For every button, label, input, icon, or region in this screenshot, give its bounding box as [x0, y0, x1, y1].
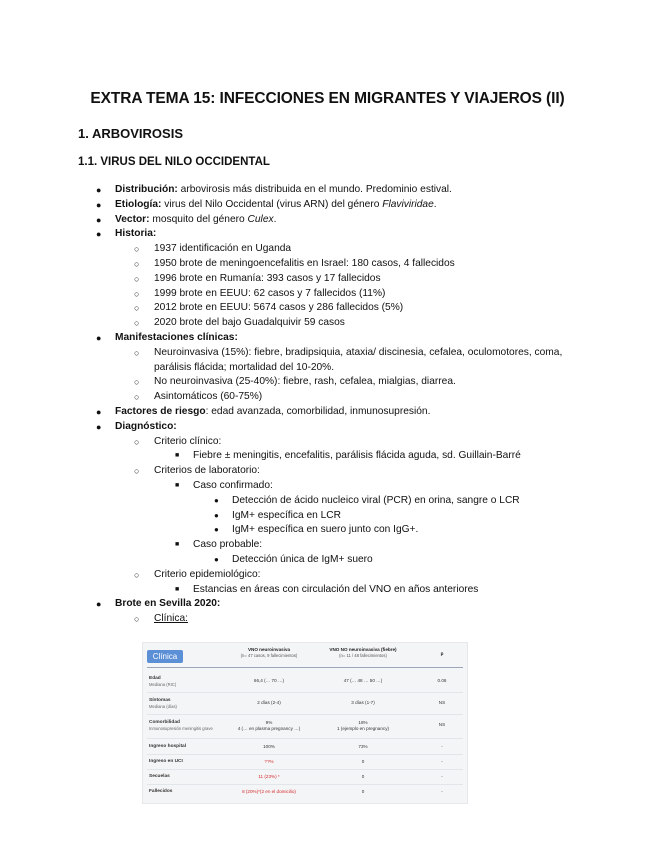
list-item [0, 213, 655, 228]
item-text: 2020 brote del bajo Guadalquivir 59 casos [154, 317, 345, 329]
bullet-icon: ● [96, 332, 102, 343]
subsection-heading-vno: 1.1. VIRUS DEL NILO OCCIDENTAL [78, 156, 270, 168]
item-text: virus del Nilo Occidental (virus ARN) del género [161, 198, 383, 210]
item-label: Distribución: [115, 184, 178, 195]
circle-bullet-icon: ○ [134, 377, 140, 388]
item-text: : edad avanzada, comorbilidad, inmunosupresión. [205, 405, 431, 417]
bullet-icon: ● [214, 495, 219, 505]
list-item [0, 198, 655, 213]
circle-bullet-icon: ○ [134, 318, 140, 329]
item-text: Neuroinvasiva (15%): fiebre, bradipsiquia, ataxia/ discinesia, cefalea, oculomotores, coma, [154, 346, 563, 358]
table-pill-label: Clínica [147, 650, 183, 663]
item-text: 1937 identificación en Uganda [154, 243, 292, 255]
circle-bullet-icon: ○ [134, 614, 140, 625]
page-title: EXTRA TEMA 15: INFECCIONES EN MIGRANTES Y VIAJEROS (II) [90, 90, 565, 107]
item-text: Criterios de laboratorio: [154, 465, 260, 477]
item-label: Vector: [115, 213, 150, 225]
item-text: Caso probable: [193, 539, 263, 551]
item-label: Diagnóstico: [115, 420, 177, 432]
bullet-icon: ● [96, 421, 102, 432]
table-cell: - [441, 759, 443, 764]
table-cell: 8 (20%)*(2 en el domicilio) [242, 789, 296, 794]
list-item [0, 287, 655, 302]
table-cell: 3 días (1-7) [351, 700, 375, 705]
list-item-continuation [0, 361, 655, 376]
table-cell-label: Fallecidos [149, 789, 173, 794]
item-label: Historia: [115, 228, 157, 240]
item-text: Detección única de IgM+ suero [232, 553, 373, 565]
table-cell-value: 18% [358, 720, 368, 725]
bullet-icon: ● [96, 406, 102, 417]
list-item [0, 346, 655, 361]
table-cell: 0 [361, 774, 365, 779]
list-item [0, 227, 655, 242]
bullet-icon: ● [96, 199, 102, 210]
square-bullet-icon: ■ [175, 481, 180, 489]
circle-bullet-icon: ○ [134, 288, 140, 299]
list-item [0, 435, 655, 450]
list-item [0, 464, 655, 479]
item-text: 1996 brote en Rumanía: 393 casos y 17 fallecidos [154, 272, 381, 284]
list-item [0, 331, 655, 346]
item-text: mosquito del género [149, 213, 248, 225]
list-item [0, 612, 655, 627]
table-cell-label: Síntomas [149, 698, 171, 703]
table-rule [147, 738, 463, 739]
bullet-icon: ● [96, 599, 102, 610]
table-header-rule [147, 667, 463, 668]
item-text: Clínica: [154, 613, 188, 625]
table-cell: - [441, 774, 443, 779]
list-item [0, 494, 655, 509]
list-item [0, 509, 655, 524]
list-item [0, 538, 655, 553]
table-cell-value: 9% [265, 720, 273, 725]
table-cell: ??% [264, 759, 274, 764]
item-text: . [273, 213, 277, 225]
table-cell-value: 1 (ejemplo en pregnancy) [336, 726, 390, 731]
item-text: arbovirosis más distribuida en el mundo. Predominio estival. [177, 184, 452, 195]
item-text: parálisis flácida; mortalidad del 10-20%. [154, 361, 335, 373]
list-item [0, 257, 655, 272]
table-header [313, 647, 413, 659]
list-item [0, 242, 655, 257]
bullet-icon: ● [214, 525, 219, 535]
item-text: 1950 brote de meningoencefalitis en Israel: 180 casos, 4 fallecidos [154, 257, 455, 269]
table-cell-label: Secuelas [149, 774, 170, 779]
circle-bullet-icon: ○ [134, 436, 140, 447]
item-text: Detección de ácido nucleico viral (PCR) en orina, sangre o LCR [232, 494, 520, 506]
list-item [0, 405, 655, 420]
table-cell-label: Edad [149, 676, 161, 681]
table-cell: 47 (… 48 … 50 …) [343, 678, 383, 683]
list-item [0, 316, 655, 331]
list-item [0, 583, 655, 598]
table-cell-label: Ingreso en UCI [149, 759, 183, 764]
circle-bullet-icon: ○ [134, 392, 140, 403]
table-rule [147, 754, 463, 755]
circle-bullet-icon: ○ [134, 303, 140, 314]
item-text: Criterio clínico: [154, 435, 222, 447]
table-cell-sub: Mediana (días) [149, 704, 177, 709]
table-cell-value: 4 (… en plasma pregnancy …) [237, 726, 301, 731]
table-cell-sub: Inmunosupresión meningitis grave [149, 726, 213, 731]
circle-bullet-icon: ○ [134, 466, 140, 477]
item-text: . [433, 198, 437, 210]
circle-bullet-icon: ○ [134, 273, 140, 284]
item-text: Estancias en áreas con circulación del VNO en años anteriores [193, 583, 479, 595]
table-rule [147, 784, 463, 785]
table-cell: NS [438, 700, 446, 705]
table-cell: 0 [361, 759, 365, 764]
list-item [0, 479, 655, 494]
section-heading-arbovirosis: 1. ARBOVIROSIS [78, 126, 183, 141]
item-label: Manifestaciones clínicas: [115, 331, 238, 343]
item-italic: Culex [247, 213, 274, 225]
item-text: 1999 brote en EEUU: 62 casos y 7 fallecidos (11%) [154, 287, 386, 299]
table-header: p [440, 651, 444, 656]
item-italic: Flaviviridae [382, 198, 434, 210]
item-text: IgM+ específica en suero junto con IgG+. [232, 524, 419, 536]
list-item [0, 449, 655, 464]
list-item [0, 420, 655, 435]
item-text: Fiebre ± meningitis, encefalitis, parálisis flácida aguda, sd. Guillain-Barré [193, 450, 521, 462]
circle-bullet-icon: ○ [134, 244, 140, 255]
clinical-table-image [142, 642, 468, 804]
table-cell: 2 días (2-4) [257, 700, 281, 705]
square-bullet-icon: ■ [175, 541, 180, 549]
bullet-icon: ● [96, 229, 102, 240]
list-item [0, 375, 655, 390]
table-header [223, 647, 315, 659]
item-text: Criterio epidemiológico: [154, 568, 261, 580]
list-item [0, 301, 655, 316]
table-cell: - [441, 744, 443, 749]
list-item [0, 272, 655, 287]
list-item [0, 568, 655, 583]
table-header-sub: (n= 11 / 48 fallecimientos) [339, 653, 387, 658]
bullet-icon: ● [214, 510, 219, 520]
table-cell-sub: Mediana (RIC) [149, 682, 177, 687]
circle-bullet-icon: ○ [134, 258, 140, 269]
table-header-title: VNO neuroinvasiva [247, 647, 291, 652]
table-cell [223, 720, 315, 732]
table-cell: 73% [358, 744, 368, 749]
list-item [0, 183, 655, 198]
square-bullet-icon: ■ [175, 585, 180, 593]
item-label: Factores de riesgo [115, 405, 206, 417]
table-cell: - [441, 789, 443, 794]
table-rule [147, 692, 463, 693]
table-rule [147, 714, 463, 715]
circle-bullet-icon: ○ [134, 347, 140, 358]
list-item [0, 553, 655, 568]
bullet-list [0, 183, 655, 627]
circle-bullet-icon: ○ [134, 569, 140, 580]
bullet-icon: ● [214, 554, 219, 564]
item-text: IgM+ específica en LCR [232, 509, 342, 521]
table-cell [313, 720, 413, 732]
table-header-sub: (n= 47 casos, 9 fallecimientos) [240, 653, 298, 658]
table-rule [147, 769, 463, 770]
item-text: Caso confirmado: [193, 479, 273, 491]
table-cell-label: Comorbilidad [149, 720, 180, 725]
list-item [0, 523, 655, 538]
bullet-icon: ● [96, 214, 102, 225]
table-cell: NS [438, 722, 446, 727]
item-label: Brote en Sevilla 2020: [115, 598, 221, 610]
table-cell: 0.06 [437, 678, 447, 683]
item-text: 2012 brote en EEUU: 5674 casos y 286 fallecidos (5%) [154, 302, 404, 314]
table-cell: 100% [263, 744, 275, 749]
table-cell: 66,4 (… 70 …) [253, 678, 285, 683]
list-item [0, 597, 655, 612]
square-bullet-icon: ■ [175, 452, 180, 460]
table-cell: 11 (23%) * [258, 774, 280, 779]
item-text: Asintomáticos (60-75%) [154, 391, 263, 403]
table-cell-label: Ingreso hospital [149, 744, 187, 749]
table-header-title: VNO NO neuroinvasiva (fiebre) [329, 647, 397, 652]
bullet-icon: ● [96, 185, 102, 195]
item-text: No neuroinvasiva (25-40%): fiebre, rash, cefalea, mialgias, diarrea. [154, 376, 456, 388]
item-label: Etiología: [115, 198, 162, 210]
list-item [0, 390, 655, 405]
table-cell: 0 [361, 789, 365, 794]
